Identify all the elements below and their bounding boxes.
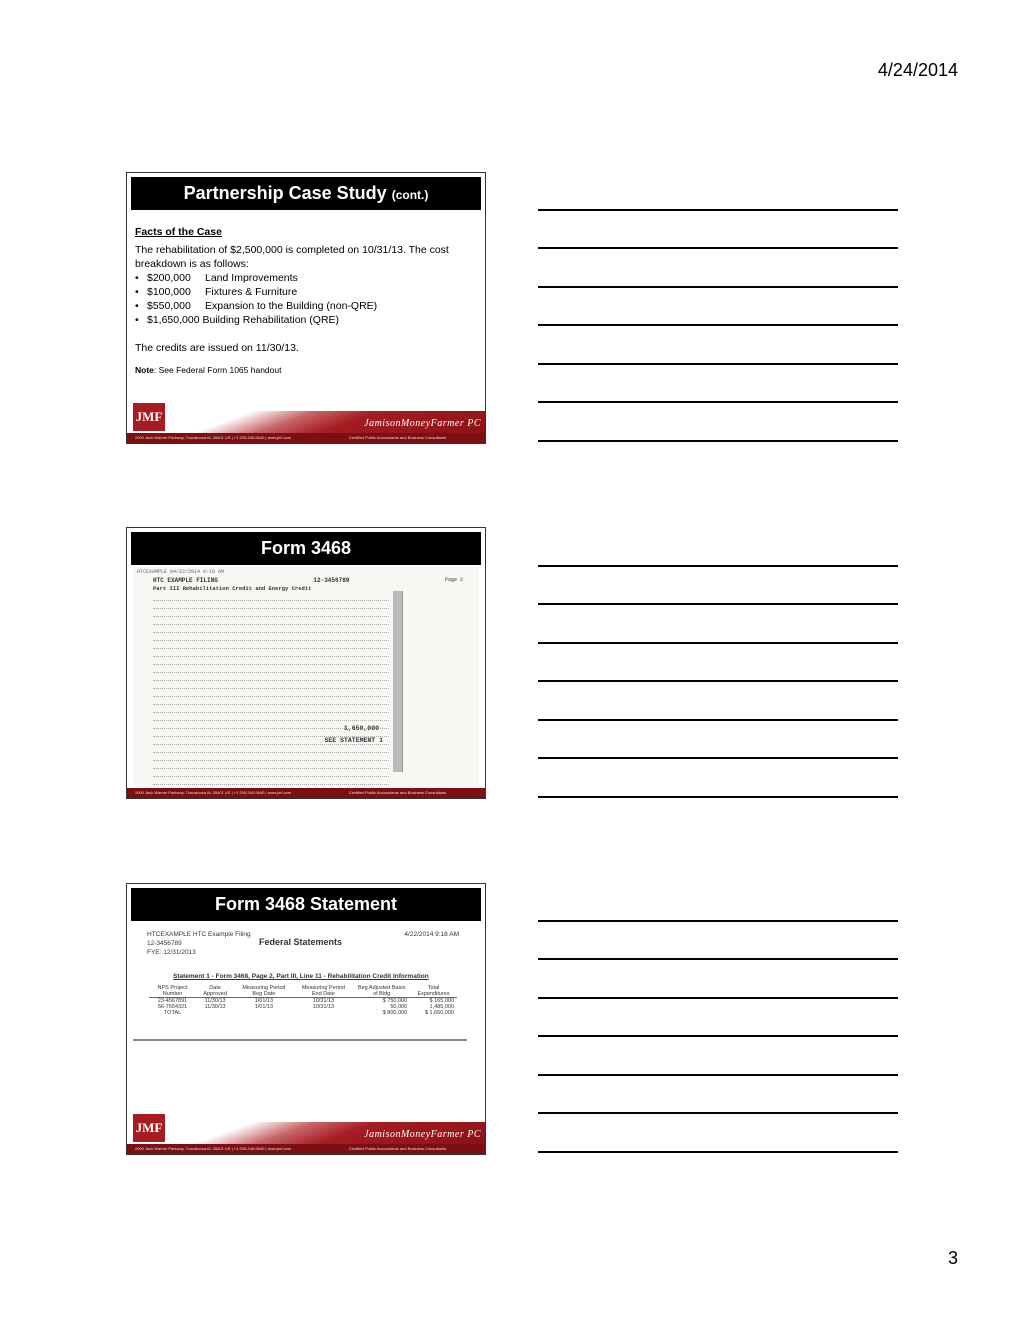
table-cell: [234, 1010, 293, 1016]
note-line: [538, 642, 898, 644]
slide-form-3468: [126, 527, 486, 799]
table-cell: 1/01/13: [254, 1004, 274, 1010]
credits-text: The credits are issued on 11/30/13.: [135, 342, 299, 354]
note-line: [538, 796, 898, 798]
item-label: Fixtures & Furniture: [205, 286, 298, 298]
brand-footer: [127, 397, 485, 443]
page-number: 3: [947, 1248, 958, 1268]
slide-title-text: Partnership Case Study: [183, 183, 387, 203]
list-item: [147, 299, 477, 313]
firm-name: JamisonMoneyFarmer PC: [364, 418, 481, 429]
slide-title: Form 3468: [131, 532, 481, 565]
table-cell: $ 750,000: [382, 998, 408, 1004]
form-part: Part III Rehabilitation Credit and Energy Credit: [153, 585, 312, 592]
cost-list: [135, 271, 477, 327]
form-header: HTCEXAMPLE 04/22/2014 9:18 AM: [137, 569, 225, 575]
footer-address: 2000 Jack Warner Parkway, Tuscaloosa AL 35401 US | +1 205-345-9640 | www.jmf.com: [135, 790, 292, 795]
table-cell: 50,000: [390, 1004, 408, 1010]
note-label: Note: [135, 365, 154, 375]
footer-address: 2000 Jack Warner Parkway, Tuscaloosa AL 35401 US | +1 205-345-9640 | www.jmf.com: [135, 435, 292, 440]
item-amount: $100,000: [147, 286, 191, 298]
note-line: [538, 1074, 898, 1076]
intro-text: The rehabilitation of $2,500,000 is completed on 10/31/13. The cost breakdown is as follows:: [135, 244, 449, 270]
table-cell: $ 800,000: [382, 1010, 408, 1016]
slide-title: Form 3468 Statement: [131, 888, 481, 921]
item-label: Building Rehabilitation (QRE): [202, 314, 340, 326]
filing-name: HTC EXAMPLE FILING: [153, 577, 218, 584]
form-3468-image: [133, 567, 479, 788]
note-line: [538, 680, 898, 682]
note-text: : See Federal Form 1065 handout: [153, 365, 282, 375]
statement-fye: FYE: 12/31/2013: [147, 949, 196, 956]
jmf-logo: JMF: [133, 403, 165, 431]
table-cell: [294, 1010, 353, 1016]
note-line: [538, 401, 898, 403]
note-line: [538, 997, 898, 999]
table-row-total: [149, 1010, 457, 1016]
note-line: [538, 1112, 898, 1114]
note-line: [538, 603, 898, 605]
brand-footer: [127, 788, 485, 798]
form-value: 1,650,000: [343, 725, 379, 732]
table-cell: 11/30/13: [204, 1004, 226, 1010]
statement-entity: HTCEXAMPLE HTC Example Filing: [147, 931, 251, 938]
column-header: Beg Adjusted Basis of Bldg: [353, 985, 410, 998]
jmf-logo: JMF: [133, 1114, 165, 1142]
item-label: Land Improvements: [205, 272, 298, 284]
table-cell: 1/01/13: [254, 998, 274, 1004]
slide-partnership-case-study: [126, 172, 486, 444]
firm-name: JamisonMoneyFarmer PC: [364, 1129, 481, 1140]
footer-bar: [127, 433, 485, 443]
item-amount: $550,000: [147, 300, 191, 312]
note-line: [538, 1151, 898, 1153]
statement-image: [133, 923, 467, 1041]
note-line: [538, 324, 898, 326]
note-line: [538, 363, 898, 365]
list-item: [147, 313, 477, 327]
note-line: [538, 247, 898, 249]
statement-table: [149, 985, 457, 1016]
list-item: [147, 285, 477, 299]
column-header: Total Expenditures: [410, 985, 457, 998]
column-header: NPS Project Number: [149, 985, 196, 998]
form-value-column: [402, 591, 463, 772]
table-cell: 56-7654321: [157, 1004, 188, 1010]
note: [135, 363, 477, 377]
slide-body: [135, 225, 477, 377]
footer-bar: [127, 788, 485, 798]
note-line: [538, 209, 898, 211]
slide-form-3468-statement: [126, 883, 486, 1155]
slide-title-suffix: (cont.): [391, 188, 429, 202]
note-line: [538, 1035, 898, 1037]
form-title-line: [153, 577, 463, 584]
table-cell: TOTAL: [163, 1010, 182, 1016]
footer-tagline: Certified Public Accountants and Business Consultants: [349, 790, 447, 795]
note-line: [538, 757, 898, 759]
footer-tagline: Certified Public Accountants and Business Consultants: [349, 435, 447, 440]
item-amount: $1,650,000: [147, 314, 200, 326]
form-see-statement: SEE STATEMENT 1: [324, 737, 383, 744]
note-line: [538, 920, 898, 922]
statement-doc-title: Federal Statements: [259, 937, 343, 947]
note-line: [538, 565, 898, 567]
table-cell: $ 165,000: [429, 998, 454, 1004]
table-cell: 23-4567891: [157, 998, 188, 1004]
statement-timestamp: 4/22/2014 9:18 AM: [404, 931, 459, 938]
column-header: Measuring Period Beg Date: [234, 985, 293, 998]
item-label: Expansion to the Building (non-QRE): [205, 300, 378, 312]
form-rows: [153, 595, 389, 774]
statement-ein: 12-3456789: [147, 940, 182, 947]
page-date: 4/24/2014: [877, 60, 958, 80]
note-line: [538, 958, 898, 960]
note-line: [538, 286, 898, 288]
form-page: Page 2: [444, 577, 463, 583]
column-header: Date Approved: [196, 985, 234, 998]
table-cell: 1,485,000: [429, 1004, 454, 1010]
form-ein: 12-3456789: [313, 577, 350, 584]
table-cell: 10/31/13: [312, 1004, 335, 1010]
table-cell: 11/30/13: [204, 998, 226, 1004]
note-line: [538, 719, 898, 721]
list-item: [147, 271, 477, 285]
table-cell: $ 1,650,000: [424, 1010, 454, 1016]
column-header: Measuring Period End Date: [294, 985, 353, 998]
brand-footer: [127, 1108, 485, 1154]
footer-address: 2000 Jack Warner Parkway, Tuscaloosa AL 35401 US | +1 205-345-9640 | www.jmf.com: [135, 1146, 292, 1151]
statement-title: Statement 1 - Form 3468, Page 2, Part III, Line 11 - Rehabilitation Credit Information: [173, 973, 429, 980]
slide-title: [131, 177, 481, 210]
table-cell: 10/31/13: [312, 998, 335, 1004]
item-amount: $200,000: [147, 272, 191, 284]
footer-bar: [127, 1144, 485, 1154]
section-heading: Facts of the Case: [135, 226, 222, 238]
footer-tagline: Certified Public Accountants and Business Consultants: [349, 1146, 447, 1151]
note-line: [538, 440, 898, 442]
table-cell: [196, 1010, 234, 1016]
